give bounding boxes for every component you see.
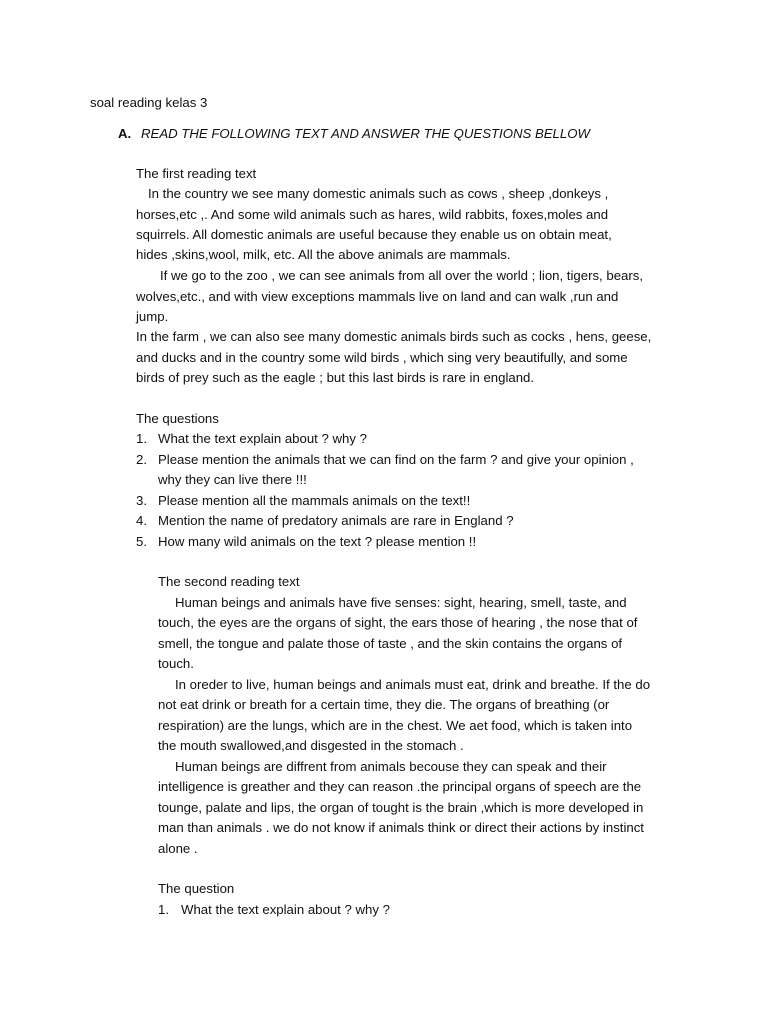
second-text-line: respiration) are the lungs, which are in the chest. We aet food, which is taken into xyxy=(158,718,633,733)
second-text-line: Human beings are diffrent from animals becouse they can speak and their xyxy=(175,759,607,774)
second-text-line: intelligence is greather and they can reason .the principal organs of speech are the xyxy=(158,779,642,794)
question-number: 1. xyxy=(158,902,169,917)
question-text: Please mention the animals that we can find on the farm ? and give your opinion , xyxy=(158,452,634,467)
question-text: What the text explain about ? why ? xyxy=(158,431,367,446)
doc-title: soal reading kelas 3 xyxy=(90,95,208,110)
second-text-line: In oreder to live, human beings and animals must eat, drink and breathe. If the do xyxy=(175,677,651,692)
question-text: why they can live there !!! xyxy=(158,472,307,487)
question-number: 1. xyxy=(136,431,147,446)
second-text-line: not eat drink or breath for a certain time, they die. The organs of breathing (or xyxy=(158,697,610,712)
first-text-line: In the farm , we can also see many domestic animals birds such as cocks , hens, geese, xyxy=(136,329,652,344)
second-text-line: touch. xyxy=(158,656,194,671)
first-text-line: and ducks and in the country some wild birds , which sing very beautifully, and some xyxy=(136,350,628,365)
second-text-line: Human beings and animals have five senses: sight, hearing, smell, taste, and xyxy=(175,595,627,610)
question-number: 3. xyxy=(136,493,147,508)
second-text-line: the mouth swallowed,and disgested in the stomach . xyxy=(158,738,464,753)
second-text-line: smell, the tongue and palate those of taste , and the skin contains the organs of xyxy=(158,636,623,651)
second-text-line: tounge, palate and lips, the organ of tought is the brain ,which is more developed in xyxy=(158,800,644,815)
question-number: 5. xyxy=(136,534,147,549)
question-text: Mention the name of predatory animals are rare in England ? xyxy=(158,513,514,528)
second-text-heading: The second reading text xyxy=(158,574,300,589)
first-text-line: wolves,etc., and with view exceptions mammals live on land and can walk ,run and xyxy=(136,289,619,304)
question-text: What the text explain about ? why ? xyxy=(181,902,390,917)
first-text-line: If we go to the zoo , we can see animals from all over the world ; lion, tigers, bears, xyxy=(160,268,644,283)
section-marker: A. xyxy=(118,126,132,141)
second-text-line: man than animals . we do not know if animals think or direct their actions by instinct xyxy=(158,820,644,835)
first-text-heading: The first reading text xyxy=(136,166,257,181)
question-number: 4. xyxy=(136,513,147,528)
second-text-line: alone . xyxy=(158,841,198,856)
second-text-line: touch, the eyes are the organs of sight, the ears those of hearing , the nose that of xyxy=(158,615,638,630)
second-questions-heading: The question xyxy=(158,881,235,896)
section-instruction: READ THE FOLLOWING TEXT AND ANSWER THE QUESTIONS BELLOW xyxy=(141,126,590,141)
question-text: Please mention all the mammals animals on the text!! xyxy=(158,493,471,508)
question-number: 2. xyxy=(136,452,147,467)
first-text-line: hides ,skins,wool, milk, etc. All the above animals are mammals. xyxy=(136,247,511,262)
first-text-line: squirrels. All domestic animals are useful because they enable us on obtain meat, xyxy=(136,227,612,242)
question-text: How many wild animals on the text ? please mention !! xyxy=(158,534,477,549)
first-text-line: In the country we see many domestic animals such as cows , sheep ,donkeys , xyxy=(148,186,609,201)
first-text-line: birds of prey such as the eagle ; but this last birds is rare in england. xyxy=(136,370,535,385)
first-text-line: jump. xyxy=(136,309,169,324)
first-text-line: horses,etc ,. And some wild animals such as hares, wild rabbits, foxes,moles and xyxy=(136,207,609,222)
first-questions-heading: The questions xyxy=(136,411,219,426)
